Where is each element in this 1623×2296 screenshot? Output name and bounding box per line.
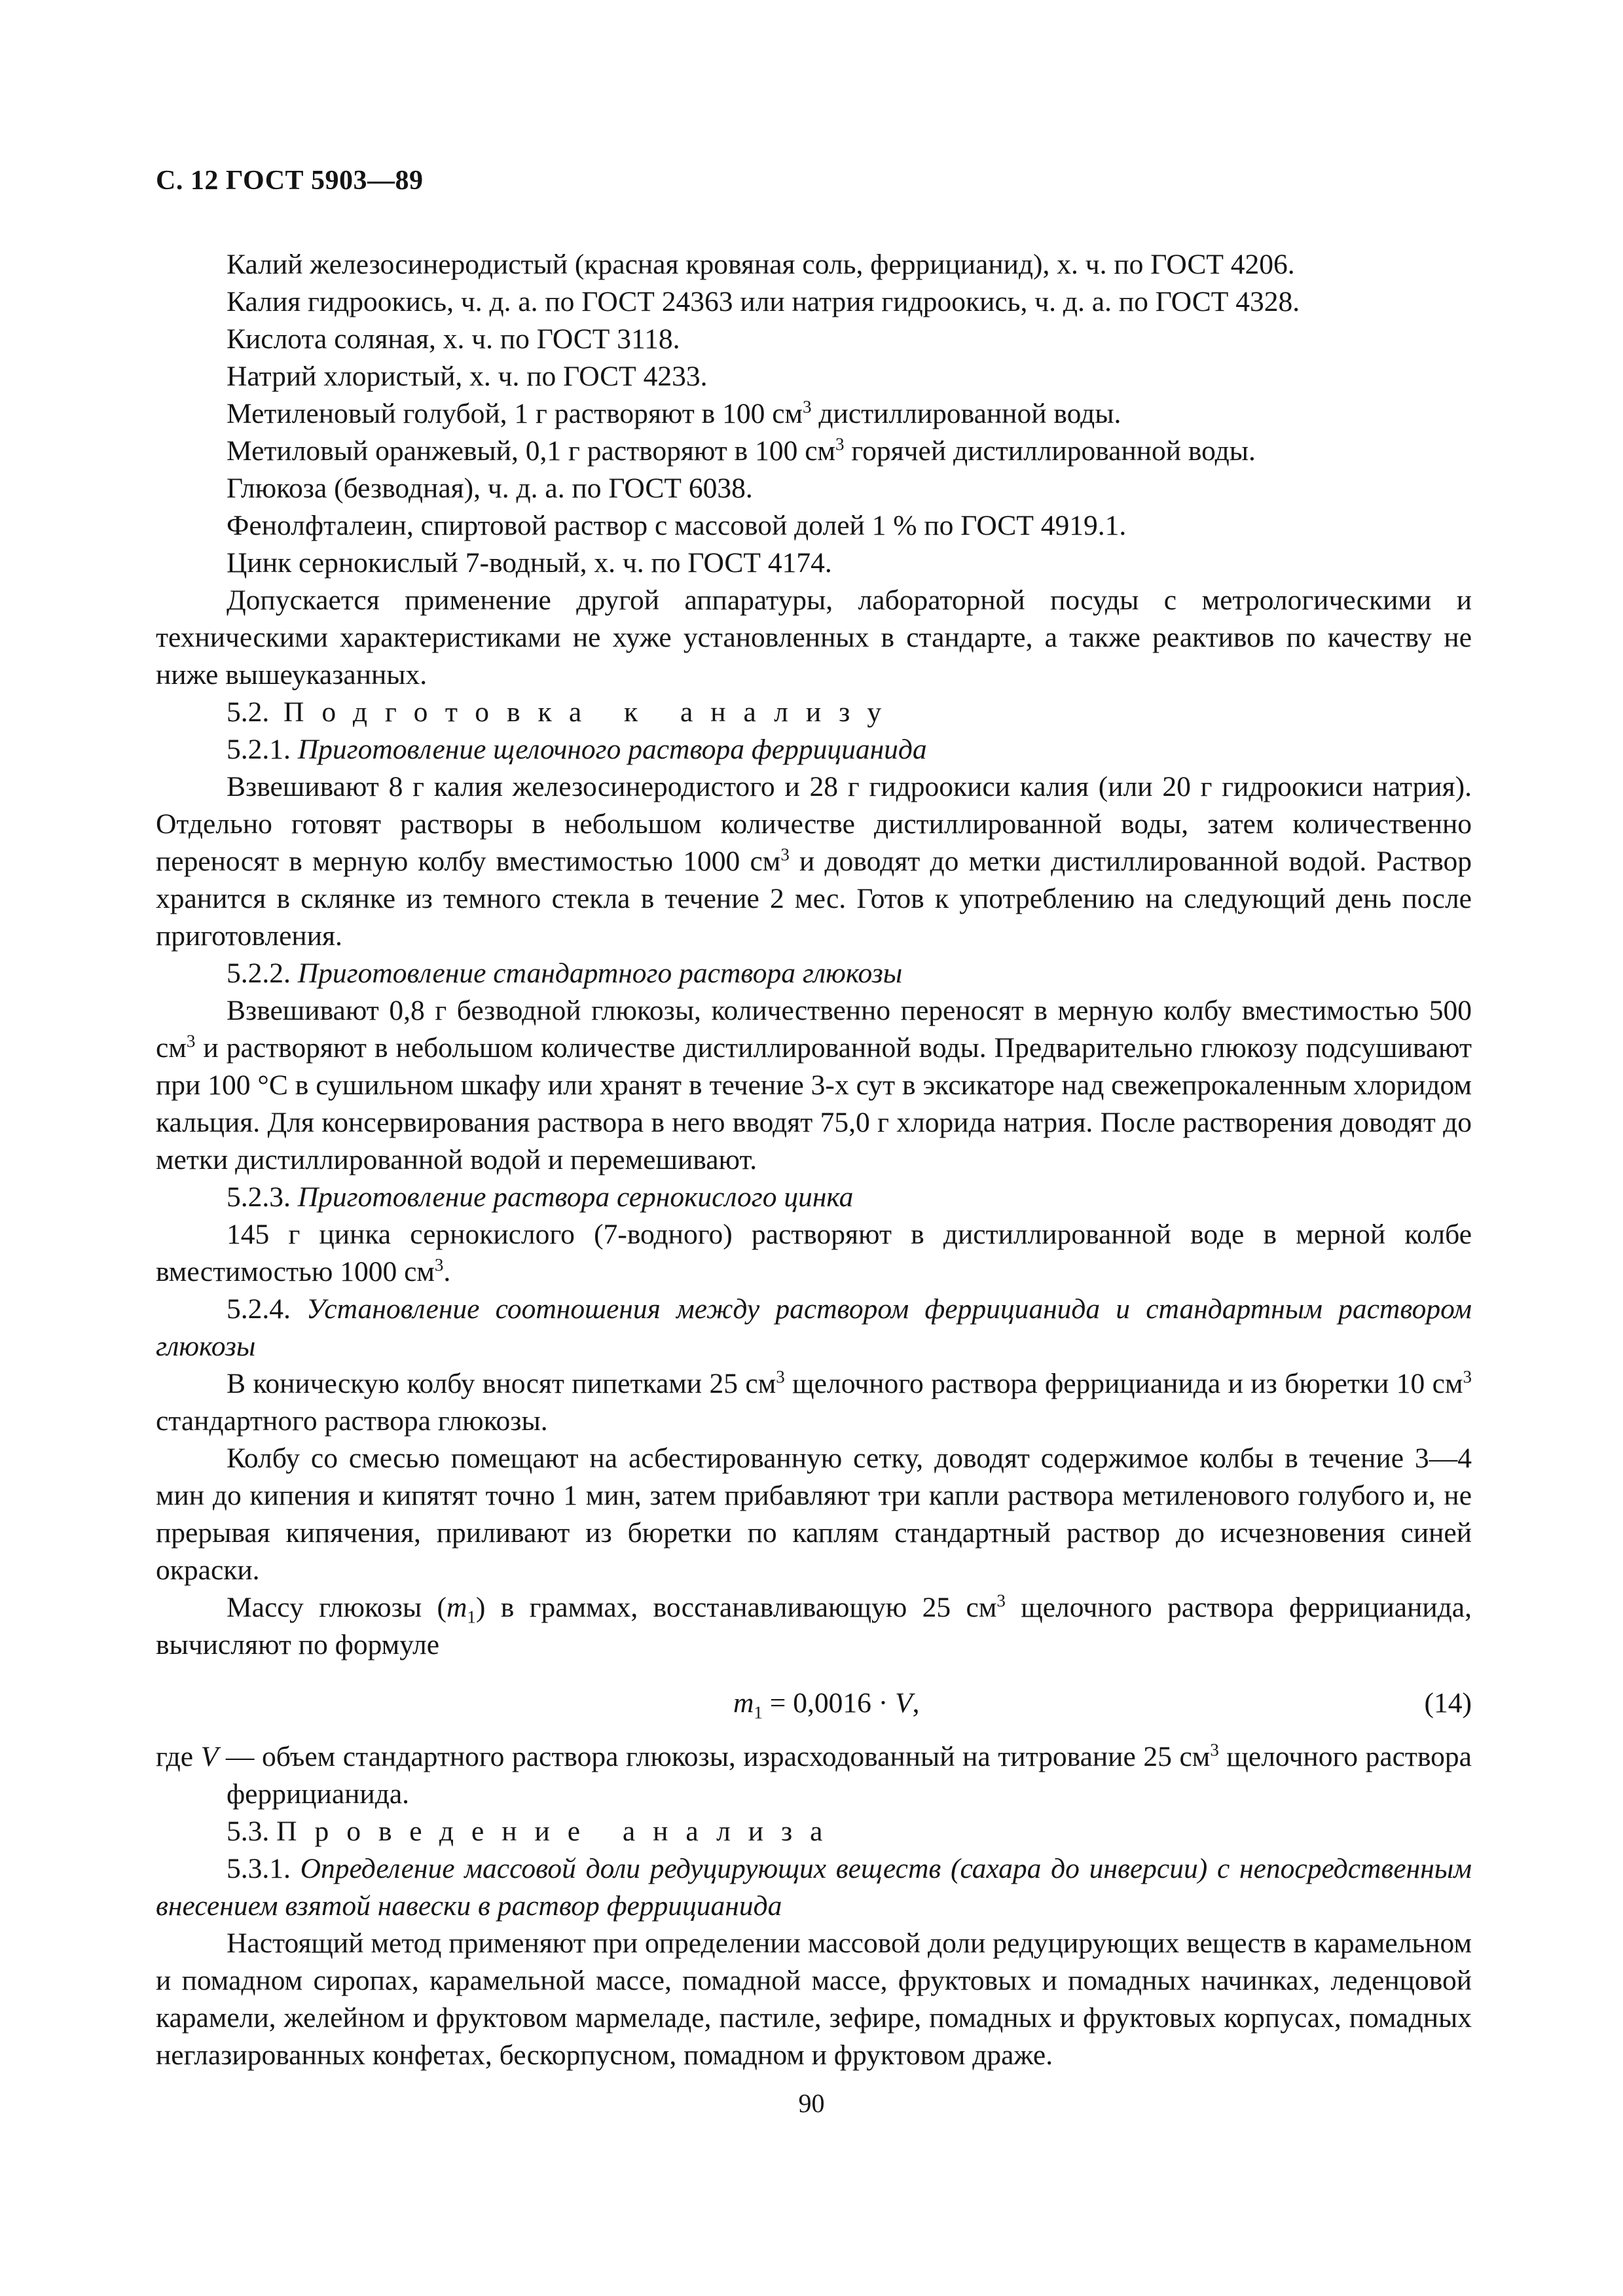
formula-expression: $m_1 = 0,0016 \cdot V$, (733, 1687, 920, 1723)
paragraph: 145 г цинка сернокислого (7-водного) растворяют в дистиллированной воде в мерной колбе вместимостью 1000 $см^3$. (156, 1219, 1472, 1287)
reagent-line: Глюкоза (безводная), ч. д. а. по ГОСТ 6038. (227, 473, 753, 504)
reagent-line: Метиленовый голубой, 1 г растворяют в 100 $см^3$ дистиллированной воды. (227, 397, 1122, 429)
paragraph: Массу глюкозы $(m_1)$ в граммах, восстанавливающую 25 $см^3$ щелочного раствора феррицианида, вычисляют по формуле (156, 1590, 1472, 1660)
subsection-heading: 5.2.1. Приготовление щелочного раствора феррицианида (227, 734, 927, 765)
formula-14 (156, 1664, 1472, 1738)
paragraph: В коническую колбу вносят пипетками 25 $см^3$ щелочного раствора феррицианида и из бюретки 10 $см^3$ стандартного раствора глюкозы. (156, 1367, 1472, 1437)
reagent-line: Кислота соляная, х. ч. по ГОСТ 3118. (227, 323, 680, 355)
subsection-heading: 5.2.2. Приготовление стандартного раствора глюкозы (227, 958, 903, 989)
paragraph: Взвешивают 0,8 г безводной глюкозы, количественно переносят в мерную колбу вместимостью 500 $см^3$ и растворяют в небольшом количестве дистиллированной воды. Предварительно глюкозу подсушивают при 100 °С в сушильном шкафу или хранят в течение 3-х сут в эксикаторе над свежепрокаленным хлоридом кальция. Для консервирования раствора в него вводят 75,0 г хлорида натрия. После растворения доводят до метки дистиллированной водой и перемешивают. (156, 995, 1472, 1175)
reagent-line: Калий железосинеродистый (красная кровяная соль, феррицианид), х. ч. по ГОСТ 4206. (227, 249, 1295, 280)
subsection-heading: 5.2.3. Приготовление раствора сернокислого цинка (227, 1181, 854, 1213)
reagent-line: Цинк сернокислый 7-водный, х. ч. по ГОСТ 4174. (227, 547, 832, 579)
reagent-line: Натрий хлористый, х. ч. по ГОСТ 4233. (227, 361, 708, 392)
reagent-line: Калия гидроокись, ч. д. а. по ГОСТ 24363 или натрия гидроокись, ч. д. а. по ГОСТ 4328. (227, 286, 1300, 317)
formula-explanation: где V — объем стандартного раствора глюкозы, израсходованный на титрование 25 $см^3$ щелочного раствора феррицианида. (156, 1740, 1472, 1810)
paragraph: Взвешивают 8 г калия железосинеродистого и 28 г гидроокиси калия (или 20 г гидроокиси натрия). Отдельно готовят растворы в небольшом количестве дистиллированной воды, затем количественно переносят в мерную колбу вместимостью 1000 $см^3$ и доводят до метки дистиллированной водой. Раствор хранится в склянке из темного стекла в течение 2 мес. Готов к употреблению на следующий день после приготовления. (156, 771, 1472, 952)
paragraph: Настоящий метод применяют при определении массовой доли редуцирующих веществ в карамельном и помадном сиропах, карамельной массе, помадной массе, фруктовых и помадных начинках, леденцовой карамели, желейном и фруктовом мармеладе, пастиле, зефире, помадных и фруктовых корпусах, помадных неглазированных конфетах, бескорпусном, помадном и фруктовом драже. (156, 1928, 1472, 2071)
document-body (156, 246, 1472, 2074)
formula-number: (14) (1424, 1687, 1472, 1719)
section-heading: 5.2. Подготовка к анализу (227, 696, 900, 728)
paragraph: Колбу со смесью помещают на асбестированную сетку, доводят содержимое колбы в течение 3—4 мин до кипения и кипятят точно 1 мин, затем прибавляют три капли раствора метиленового голубого и, не прерывая кипячения, приливают из бюретки по каплям стандартный раствор до исчезновения синей окраски. (156, 1443, 1472, 1586)
page-number: 90 (798, 2089, 825, 2118)
reagent-line: Фенолфталеин, спиртовой раствор с массовой долей 1 % по ГОСТ 4919.1. (227, 510, 1127, 541)
page-header: С. 12 ГОСТ 5903—89 (156, 166, 424, 196)
paragraph: Допускается применение другой аппаратуры, лабораторной посуды с метрологическими и техническими характеристиками не хуже установленных в стандарте, а также реактивов по качеству не ниже вышеуказанных. (156, 584, 1472, 691)
reagent-line: Метиловый оранжевый, 0,1 г растворяют в 100 $см^3$ горячей дистиллированной воды. (227, 434, 1256, 467)
section-heading: 5.3. Проведение анализа (227, 1816, 841, 1847)
subsection-heading: 5.3.1. Определение массовой доли редуцирующих веществ (сахара до инверсии) с непосредственным внесением взятой навески в раствор феррицианида (156, 1853, 1472, 1922)
subsection-heading: 5.2.4. Установление соотношения между раствором феррицианида и стандартным раствором глюкозы (156, 1293, 1472, 1362)
